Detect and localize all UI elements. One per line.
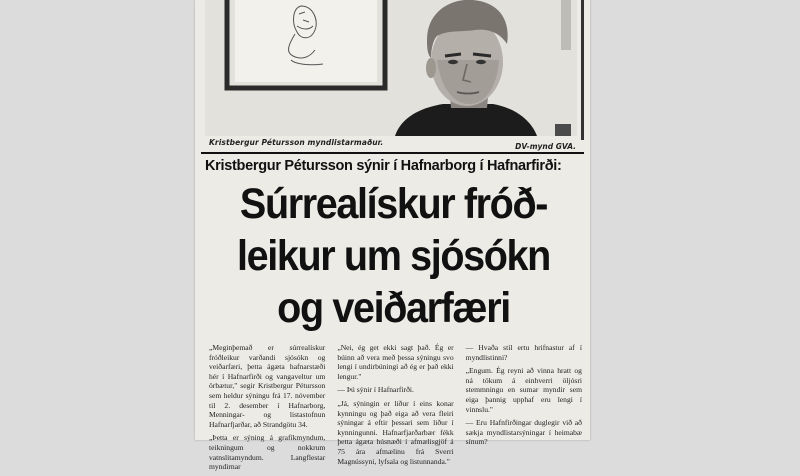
article-column-2 — [337, 343, 453, 476]
newspaper-clipping — [195, 0, 590, 472]
paragraph: „Já, sýningin er liður í eins konar kynningu og það eiga að vera fleiri sýningar á eftir þessari sem liður í kynningunni. Hafnarfjarðarbær fékk þetta ágæta húsnæði í afmælisgjöf á 75 ára afmælinu frá Sverri Magnússyni, lyfsala og listunnanda." — [337, 398, 454, 466]
article-column-3 — [466, 343, 582, 476]
photo-credit: DV-mynd GVA. — [515, 142, 576, 151]
headline-line-3: og veiðarfæri — [277, 284, 510, 332]
kicker-headline: Kristbergur Pétursson sýnir í Hafnarborg í Hafnarfirði: — [205, 158, 562, 174]
article-column-1 — [209, 343, 325, 476]
main-headline — [205, 178, 582, 334]
paragraph: — Eru Hafnfirðingar duglegir við að sækja myndlistarsýningar í heimabæ sínum? — [465, 418, 582, 447]
article-body — [209, 343, 582, 476]
paragraph: — Þú sýnir í Hafnarfirði. — [337, 385, 414, 395]
headline-line-1: Súrrealískur fróð- — [239, 180, 548, 228]
photo-caption: Kristbergur Pétursson myndlistarmaður. — [209, 138, 384, 147]
paragraph: — Hvaða stíl ertu hrifnastur af í myndlistinni? — [465, 343, 582, 362]
top-rule — [201, 152, 584, 154]
paragraph: „Nei, ég get ekki sagt það. Ég er búinn að vera með þessa sýningu svo lengi í undirbúningi að ég er það ekki lengur." — [337, 343, 454, 381]
portrait-image — [205, 0, 577, 136]
headline-line-2: leikur um sjósókn — [237, 232, 550, 280]
paragraph: „Engum. Ég reyni að vinna hratt og ná tökum á einhverri öljósri stemmningu en sumar myndir sem eiga þannig upphaf eru lengi í vinnslu." — [465, 366, 582, 414]
paragraph: „Meginþemað er súrrealískur fróðleikur varðandi sjósókn og veiðarfæri, þetta ágæta hafnarstæði hér í Hafnarfirði og vangaveltur um örbætur," segir Kristbergur Pétursson sem heldur sýningu frá 17. nóvember til 2. desember í Hafnarborg, Menningar- og listastofnun Hafnarfjarðar, að Strandgötu 34. — [209, 343, 326, 429]
paragraph: „Þetta er sýning á grafíkmyndum, teikningum og nokkrum vatnslitamyndum. Langflestar myndirnar — [209, 433, 326, 472]
article-photo — [205, 0, 577, 136]
frame-edge — [581, 0, 584, 140]
